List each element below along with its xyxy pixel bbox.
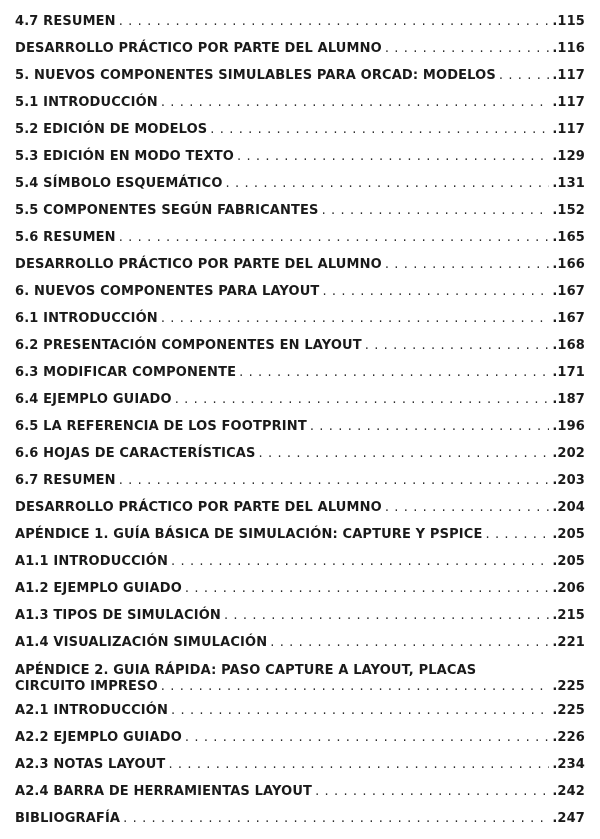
toc-entry-page: .129 [552, 149, 585, 164]
toc-entry-page: .242 [552, 784, 585, 799]
toc-entry-page: .225 [552, 679, 585, 694]
toc-entry-title: 5.1 INTRODUCCIÓN [15, 95, 158, 110]
toc-entry-page: .116 [552, 41, 585, 56]
toc-entry-page: .205 [552, 527, 585, 542]
dot-leader [270, 635, 549, 651]
toc-entry-title: 6.3 MODIFICAR COMPONENTE [15, 365, 237, 380]
toc-entry-page: .171 [552, 365, 585, 380]
toc-entry-page: .152 [552, 203, 585, 218]
toc-entry-title: APÉNDICE 1. GUÍA BÁSICA DE SIMULACIÓN: CAPTURE Y PSPICE [15, 527, 483, 542]
toc-entry-title: A2.3 NOTAS LAYOUT [15, 757, 166, 772]
toc-entry [15, 554, 585, 570]
toc-entry [15, 635, 585, 651]
toc-entry [15, 527, 585, 543]
toc-entry-page: .117 [552, 68, 585, 83]
toc-entry-page: .168 [552, 338, 585, 353]
toc-entry [15, 41, 585, 57]
toc-entry-page: .204 [552, 500, 585, 515]
toc-entry-title: 6.1 INTRODUCCIÓN [15, 311, 158, 326]
toc-entry-page: .226 [552, 730, 585, 745]
dot-leader [161, 95, 550, 111]
toc-entry [15, 203, 585, 219]
dot-leader [161, 311, 550, 327]
toc-entry-title: 6.6 HOJAS DE CARACTERÍSTICAS [15, 446, 256, 461]
toc-entry [15, 95, 585, 111]
dot-leader [322, 284, 549, 300]
toc-entry-title: 5.5 COMPONENTES SEGÚN FABRICANTES [15, 203, 319, 218]
toc-entry [15, 68, 585, 84]
toc-entry [15, 703, 585, 719]
toc-entry-title: DESARROLLO PRÁCTICO POR PARTE DEL ALUMNO [15, 500, 382, 515]
toc-entry [15, 14, 585, 30]
dot-leader [123, 811, 549, 827]
dot-leader [119, 230, 550, 246]
toc-entry [15, 419, 585, 435]
dot-leader [322, 203, 550, 219]
toc-entry [15, 663, 585, 695]
toc-entry [15, 284, 585, 300]
toc-entry-title: 5.6 RESUMEN [15, 230, 116, 245]
toc-entry [15, 230, 585, 246]
toc-entry-title-line1: APÉNDICE 2. GUIA RÁPIDA: PASO CAPTURE A LAYOUT, PLACAS [15, 663, 477, 678]
toc-entry [15, 311, 585, 327]
toc-entry [15, 338, 585, 354]
dot-leader [239, 365, 549, 381]
toc-entry-title: A2.4 BARRA DE HERRAMIENTAS LAYOUT [15, 784, 313, 799]
toc-entry-title: 6.4 EJEMPLO GUIADO [15, 392, 172, 407]
toc-entry-page: .247 [552, 811, 585, 826]
toc-entry [15, 608, 585, 624]
dot-leader [315, 784, 549, 800]
toc-entry-page: .167 [552, 284, 585, 299]
toc-entry [15, 149, 585, 165]
toc-entry-page: .215 [552, 608, 585, 623]
toc-entry [15, 176, 585, 192]
dot-leader [226, 176, 550, 192]
toc-entry [15, 122, 585, 138]
toc-entry [15, 581, 585, 597]
toc-entry-page: .131 [552, 176, 585, 191]
toc-entry [15, 811, 585, 827]
dot-leader [259, 446, 550, 462]
toc-entry-page: .234 [552, 757, 585, 772]
toc-entry-page: .117 [552, 95, 585, 110]
dot-leader [385, 500, 550, 516]
toc-entry-title: 5. NUEVOS COMPONENTES SIMULABLES PARA ORCAD: MODELOS [15, 68, 496, 83]
toc-entry-page: .167 [552, 311, 585, 326]
toc-entry-title: DESARROLLO PRÁCTICO POR PARTE DEL ALUMNO [15, 41, 382, 56]
dot-leader [161, 679, 550, 695]
toc-entry-page: .221 [552, 635, 585, 650]
toc-entry-title: 5.2 EDICIÓN DE MODELOS [15, 122, 208, 137]
toc-entry-page: .115 [552, 14, 585, 29]
dot-leader [119, 14, 550, 30]
dot-leader [310, 419, 549, 435]
toc-entry-title: BIBLIOGRAFÍA [15, 811, 121, 826]
dot-leader [185, 581, 549, 597]
dot-leader [171, 703, 549, 719]
toc-entry-page: .225 [552, 703, 585, 718]
dot-leader [237, 149, 549, 165]
toc-entry-title: 5.4 SÍMBOLO ESQUEMÁTICO [15, 176, 223, 191]
toc-entry-title: 6.5 LA REFERENCIA DE LOS FOOTPRINT [15, 419, 307, 434]
dot-leader [224, 608, 549, 624]
toc-entry-page: .166 [552, 257, 585, 272]
toc-entry-title: 5.3 EDICIÓN EN MODO TEXTO [15, 149, 234, 164]
toc-entry-page: .196 [552, 419, 585, 434]
toc-entry [15, 446, 585, 462]
toc-entry [15, 392, 585, 408]
toc-entry-page: .202 [552, 446, 585, 461]
toc-entry [15, 473, 585, 489]
toc-entry-title: DESARROLLO PRÁCTICO POR PARTE DEL ALUMNO [15, 257, 382, 272]
toc-entry-title: 6.2 PRESENTACIÓN COMPONENTES EN LAYOUT [15, 338, 362, 353]
toc-entry-title: A1.2 EJEMPLO GUIADO [15, 581, 182, 596]
toc-entry [15, 784, 585, 800]
toc-entry-title: CIRCUITO IMPRESO [15, 679, 158, 694]
dot-leader [119, 473, 550, 489]
toc-entry [15, 365, 585, 381]
toc-entry-page: .117 [552, 122, 585, 137]
toc-entry-page: .203 [552, 473, 585, 488]
dot-leader [385, 41, 550, 57]
toc-entry-page: .165 [552, 230, 585, 245]
toc-entry [15, 500, 585, 516]
toc-entry-page: .205 [552, 554, 585, 569]
toc-entry-title: A1.3 TIPOS DE SIMULACIÓN [15, 608, 221, 623]
toc-entry-title: A2.2 EJEMPLO GUIADO [15, 730, 182, 745]
dot-leader [485, 527, 549, 543]
dot-leader [385, 257, 550, 273]
dot-leader [175, 392, 550, 408]
dot-leader [210, 122, 549, 138]
toc-entry [15, 757, 585, 773]
dot-leader [499, 68, 549, 84]
toc-entry-title: A1.1 INTRODUCCIÓN [15, 554, 169, 569]
toc-entry-title: A2.1 INTRODUCCIÓN [15, 703, 169, 718]
dot-leader [171, 554, 549, 570]
toc-entry-page: .206 [552, 581, 585, 596]
toc-entry-page: .187 [552, 392, 585, 407]
toc-entry-title: A1.4 VISUALIZACIÓN SIMULACIÓN [15, 635, 268, 650]
toc-entry-title: 6.7 RESUMEN [15, 473, 116, 488]
toc-entry-title: 4.7 RESUMEN [15, 14, 116, 29]
dot-leader [365, 338, 550, 354]
dot-leader [185, 730, 549, 746]
toc-entry [15, 730, 585, 746]
dot-leader [168, 757, 549, 773]
toc-entry [15, 257, 585, 273]
toc-entry-title: 6. NUEVOS COMPONENTES PARA LAYOUT [15, 284, 320, 299]
